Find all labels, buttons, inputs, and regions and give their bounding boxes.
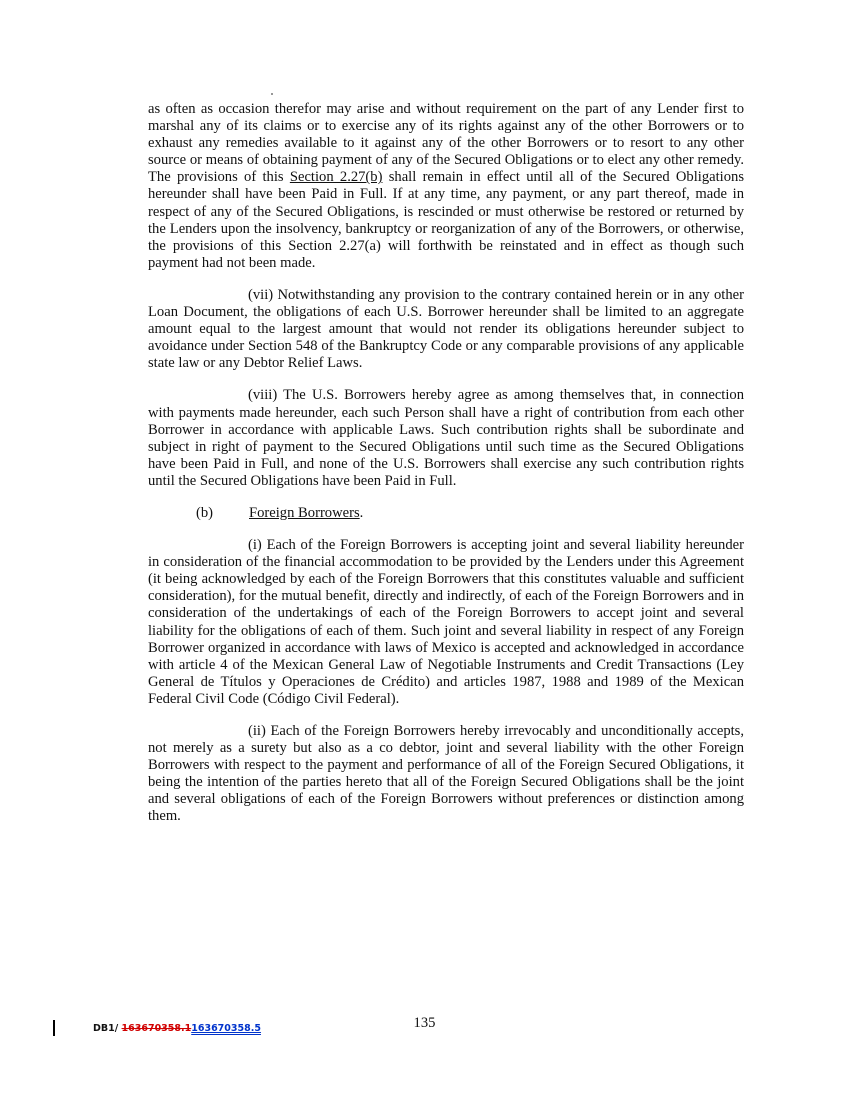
inserted-doc-number: 163670358.5 [191, 1023, 261, 1034]
paragraph-b-ii: (ii) Each of the Foreign Borrowers hereby irrevocably and unconditionally accepts, not merely as a surety but also as a co debtor, joint and several liability with the other Foreign Borrowers with respect to the payment and performance of all of the Foreign Secured Obligations, it being the intention of the parties hereto that all of the Foreign Secured Obligations shall be the joint and several obligations of each of the Foreign Borrowers without preferences or distinction among them. [148, 723, 744, 825]
paragraph-b-i: (i) Each of the Foreign Borrowers is accepting joint and several liability hereunder in consideration of the financial accommodation to be provided by the Lenders under this Agreement (it being acknowledged by each of the Foreign Borrowers that this constitutes valuable and sufficient consideration), for the mutual benefit, directly and indirectly, of each of the Foreign Borrowers and in consideration of the undertakings of each of the Foreign Borrowers to accept joint and several liability for the obligations of each of them. Such joint and several liability in respect of any Foreign Borrower organized in accordance with laws of Mexico is accepted and acknowledged in accordance with article 4 of the Mexican General Law of Negotiable Instruments and Credit Transactions (Ley General de Títulos y Operaciones de Crédito) and articles 1987, 1988 and 1989 of the Mexican Federal Civil Code (Código Civil Federal). [148, 537, 744, 707]
document-body [148, 101, 744, 841]
paragraph-continuation: as often as occasion therefor may arise and without requirement on the part of any Lender first to marshal any of its claims or to exercise any of its rights against any of the other Borrowers or to exhaust any remedies available to it against any of the other Borrowers or to resort to any other source or means of obtaining payment of any of the Secured Obligations or to elect any other remedy. The provisions of this Section 2.27(b) shall remain in effect until all of the Secured Obligations hereunder shall have been Paid in Full. If at any time, any payment, or any part thereof, made in respect of any of the Secured Obligations, is rescinded or must otherwise be restored or returned by the Lenders upon the insolvency, bankruptcy or reorganization of any of the Borrowers, or otherwise, the provisions of this Section 2.27(a) will forthwith be reinstated and in effect as though such payment had not been made. [148, 101, 744, 271]
section-title: Foreign Borrowers [249, 504, 360, 521]
paragraph-viii: (viii) The U.S. Borrowers hereby agree as among themselves that, in connection with payments made hereunder, each such Person shall have a right of contribution from each other Borrower in accordance with applicable Laws. Such contribution rights shall be subordinate and subject in right of payment to the Secured Obligations until such time as the Secured Obligations have been Paid in Full, and none of the U.S. Borrowers shall exercise any such contribution rights until the Secured Obligations have been Paid in Full. [148, 387, 744, 489]
section-heading-b: (b) Foreign Borrowers. [196, 504, 364, 521]
deleted-doc-number: 163670358.1 [121, 1023, 192, 1034]
section-label: (b) [196, 504, 214, 521]
page-number: 135 [413, 1015, 436, 1031]
scan-dot [271, 93, 273, 95]
paragraph-vii: (vii) Notwithstanding any provision to the contrary contained herein or in any other Loan Document, the obligations of each U.S. Borrower hereunder shall be limited to an aggregate amount equal to the largest amount that would not render its obligations hereunder subject to avoidance under Section 548 of the Bankruptcy Code or any comparable provisions of any applicable state law or any Debtor Relief Laws. [148, 286, 744, 372]
section-reference-link: Section 2.27(b) [289, 169, 383, 186]
document-id: DB1/ 163670358.1163670358.5 [93, 1023, 261, 1034]
